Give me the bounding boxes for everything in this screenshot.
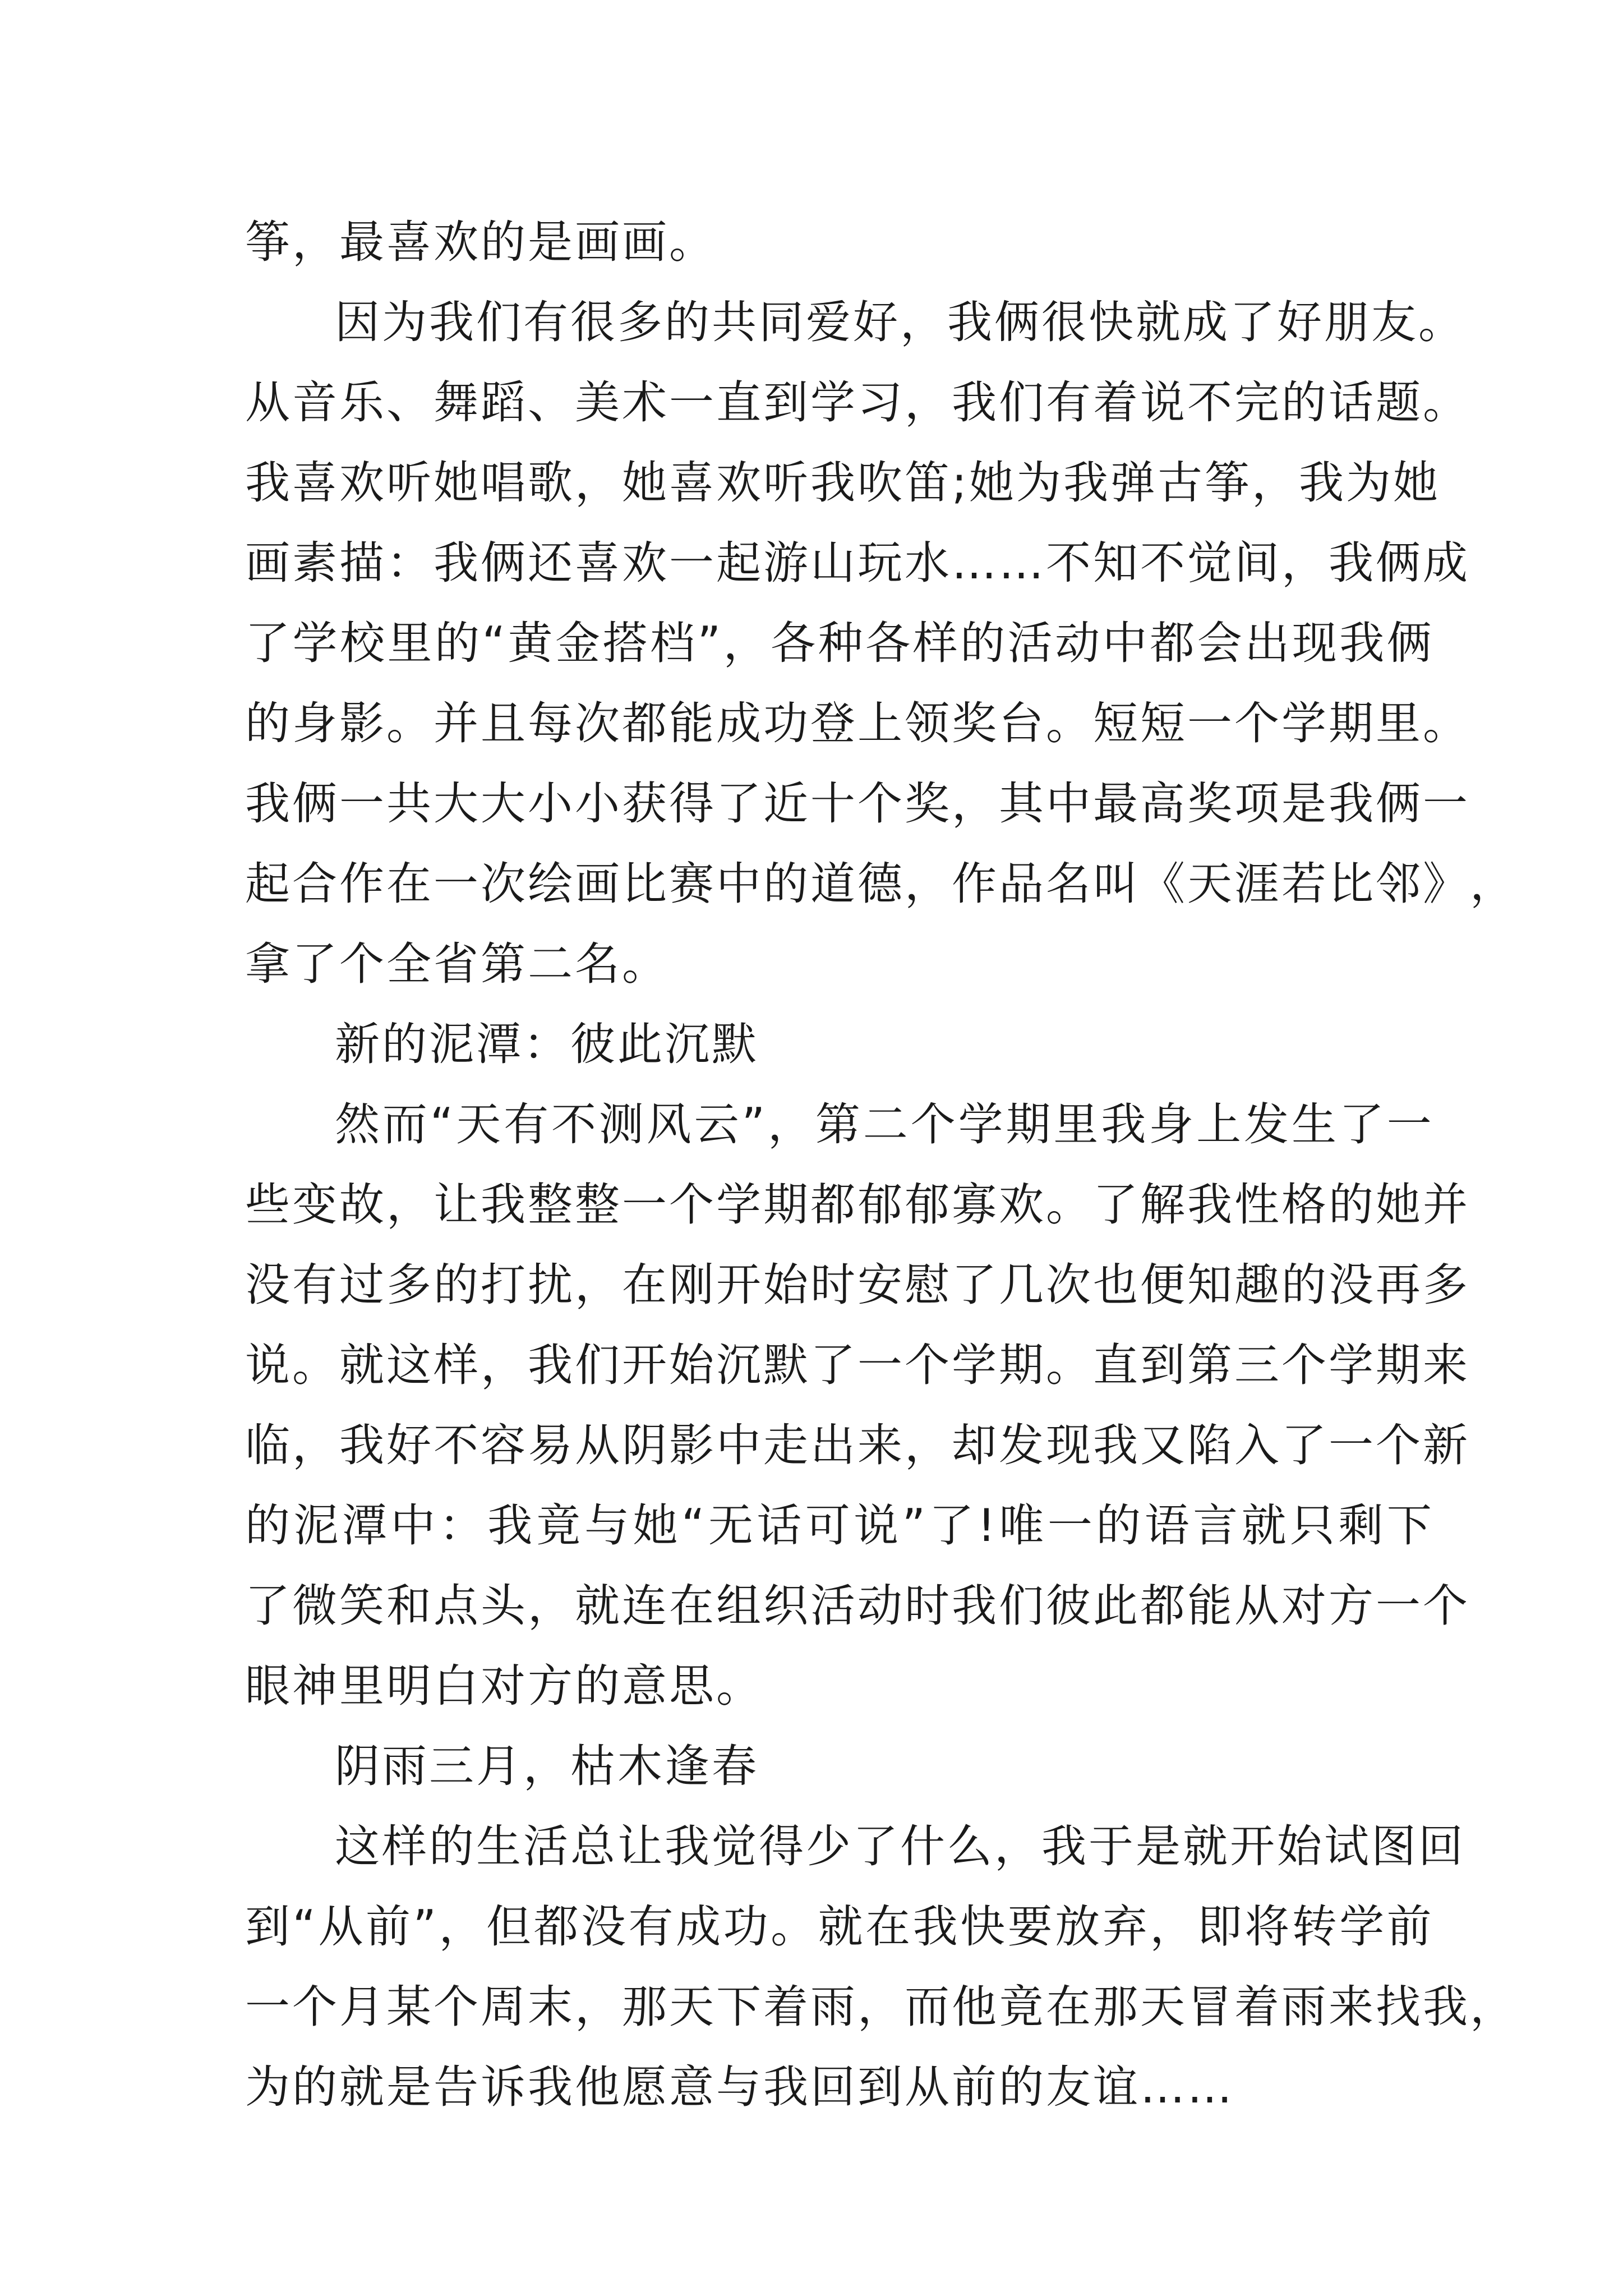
text-line: 然 而 “ 天 有 不 测 风 云 ” ， 第 二 个 学 期 里 我 身 上 发 生 了 一 xyxy=(335,1098,1434,1151)
text-line: 筝，最喜欢的是画画。 xyxy=(245,216,716,268)
text-line: 一 个 月 某 个 周 末 ， 那 天 下 着 雨 ， 而 他 竟 在 那 天 冒 着 雨 来 找 我 ， xyxy=(245,1981,1517,2033)
text-line: 眼神里明白对方的意思。 xyxy=(245,1660,763,1712)
text-line: 临 ， 我 好 不 容 易 从 阴 影 中 走 出 来 ， 却 发 现 我 又 陷 入 了 一 个 新 xyxy=(245,1419,1470,1471)
text-line: 了 微 笑 和 点 头 ， 就 连 在 组 织 活 动 时 我 们 彼 此 都 能 从 对 方 一 个 xyxy=(245,1580,1470,1632)
text-line: 的 泥 潭 中 ： 我 竟 与 她 “ 无 话 可 说 ” 了 ! 唯 一 的 语 言 就 只 剩 下 xyxy=(245,1499,1434,1552)
text-line: 从 音 乐 、 舞 蹈 、 美 术 一 直 到 学 习 ， 我 们 有 着 说 不 完 的 话 题 。 xyxy=(245,376,1470,429)
text-line: 拿了个全省第二名。 xyxy=(245,938,669,990)
text-line: 这 样 的 生 活 总 让 我 觉 得 少 了 什 么 ， 我 于 是 就 开 始 试 图 回 xyxy=(335,1820,1465,1872)
text-line: 了 学 校 里 的 “ 黄 金 搭 档 ” ， 各 种 各 样 的 活 动 中 都 会 出 现 我 俩 xyxy=(245,617,1434,669)
body-text xyxy=(245,202,1517,2127)
text-line: 起 合 作 在 一 次 绘 画 比 赛 中 的 道 德 ， 作 品 名 叫 《 天 涯 若 比 邻 》 ， xyxy=(245,858,1517,910)
text-line: 我 俩 一 共 大 大 小 小 获 得 了 近 十 个 奖 ， 其 中 最 高 奖 项 是 我 俩 一 xyxy=(245,777,1470,830)
text-line: 说 。 就 这 样 ， 我 们 开 始 沉 默 了 一 个 学 期 。 直 到 第 三 个 学 期 来 xyxy=(245,1339,1470,1391)
text-line: 因 为 我 们 有 很 多 的 共 同 爱 好 ， 我 俩 很 快 就 成 了 好 朋 友 。 xyxy=(335,296,1465,348)
text-line: 些 变 故 ， 让 我 整 整 一 个 学 期 都 郁 郁 寡 欢 。 了 解 我 性 格 的 她 并 xyxy=(245,1179,1470,1231)
text-line: 画 素 描 ： 我 俩 还 喜 欢 一 起 游 山 玩 水 … … 不 知 不 觉 间 ， 我 俩 成 xyxy=(245,537,1470,589)
text-line: 为的就是告诉我他愿意与我回到从前的友谊…… xyxy=(245,2061,1234,2113)
text-line: 阴雨三月，枯木逢春 xyxy=(335,1740,759,1792)
text-line: 没 有 过 多 的 打 扰 ， 在 刚 开 始 时 安 慰 了 几 次 也 便 知 趣 的 没 再 多 xyxy=(245,1259,1470,1311)
text-line: 新的泥潭：彼此沉默 xyxy=(335,1018,759,1070)
text-line: 我 喜 欢 听 她 唱 歌 ， 她 喜 欢 听 我 吹 笛 ; 她 为 我 弹 古 筝 ， 我 为 她 xyxy=(245,457,1440,509)
text-line: 到 “ 从 前 ” ， 但 都 没 有 成 功 。 就 在 我 快 要 放 弃 ， 即 将 转 学 前 xyxy=(245,1901,1434,1953)
text-line: 的 身 影 。 并 且 每 次 都 能 成 功 登 上 领 奖 台 。 短 短 一 个 学 期 里 。 xyxy=(245,697,1470,749)
